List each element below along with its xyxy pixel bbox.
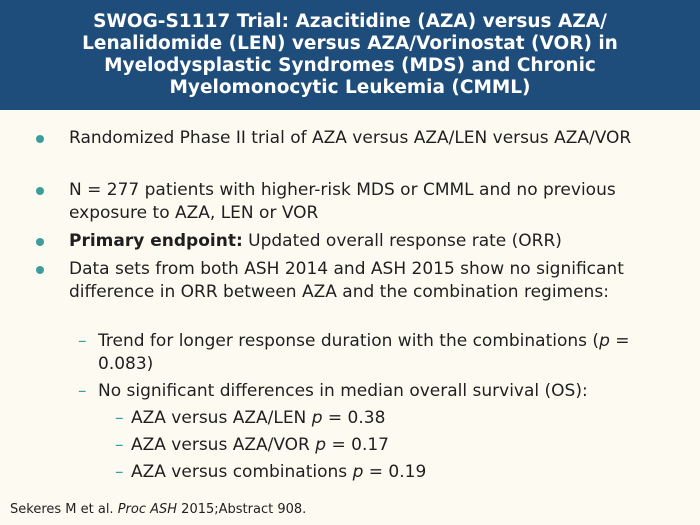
- dash-icon: –: [115, 435, 124, 455]
- dash-icon: –: [115, 462, 124, 482]
- dash-icon: –: [78, 381, 87, 401]
- sub-sub-bullet-text: AZA versus AZA/LEN: [131, 408, 312, 428]
- bullet-text: Randomized Phase II trial of AZA versus AZA/LEN versus AZA/VOR: [69, 128, 632, 148]
- sub-sub-bullet-text: AZA versus combinations: [131, 462, 353, 482]
- bullet-item: [69, 127, 689, 150]
- p-value: = 0.38: [322, 408, 386, 428]
- sub-sub-bullet-item: [115, 461, 681, 484]
- bullet-label: Primary endpoint:: [69, 231, 243, 251]
- bullet-item: [69, 258, 689, 304]
- sub-sub-bullet-item: [115, 407, 681, 430]
- bullet-dot-icon: [36, 266, 44, 274]
- citation-details: 2015;Abstract 908.: [177, 502, 307, 517]
- p-value: = 0.083): [98, 331, 630, 374]
- p-symbol: p: [311, 408, 323, 428]
- sub-bullet-text: No significant differences in median overall survival (OS):: [98, 381, 588, 401]
- p-value: = 0.17: [326, 435, 389, 455]
- p-symbol: p: [599, 331, 610, 351]
- sub-bullet-item: [78, 330, 688, 376]
- sub-sub-bullet-text: AZA versus AZA/VOR: [131, 435, 316, 455]
- dash-icon: –: [115, 408, 124, 428]
- citation-journal: Proc ASH: [117, 502, 178, 517]
- sub-sub-bullet-item: [115, 434, 681, 457]
- sub-bullet-item: [78, 380, 688, 403]
- bullet-dot-icon: [36, 135, 44, 143]
- bullet-item: [69, 179, 689, 225]
- p-symbol: p: [352, 462, 364, 482]
- bullet-text: Updated overall response rate (ORR): [242, 231, 562, 251]
- p-value: = 0.19: [363, 462, 427, 482]
- slide-title: SWOG-S1117 Trial: Azacitidine (AZA) versus AZA/ Lenalidomide (LEN) versus AZA/Vorinostat (VOR) in Myelodysplastic Syndromes (MDS) and Chronic Myelomonocytic Leukemia (CMML): [82, 11, 618, 98]
- bullet-dot-icon: [36, 238, 44, 246]
- bullet-dot-icon: [36, 187, 44, 195]
- citation-authors: Sekeres M et al.: [10, 502, 118, 517]
- bullet-item: [69, 230, 689, 253]
- bullet-text: Data sets from both ASH 2014 and ASH 2015 show no significant difference in ORR between AZA and the combination regimens:: [69, 259, 624, 302]
- title-banner: [0, 0, 700, 110]
- bullet-text: N = 277 patients with higher-risk MDS or CMML and no previous exposure to AZA, LEN or VOR: [69, 180, 616, 223]
- p-symbol: p: [315, 435, 327, 455]
- sub-bullet-text: Trend for longer response duration with the combinations (: [98, 331, 600, 351]
- dash-icon: –: [78, 331, 87, 351]
- citation-footnote: [10, 502, 306, 518]
